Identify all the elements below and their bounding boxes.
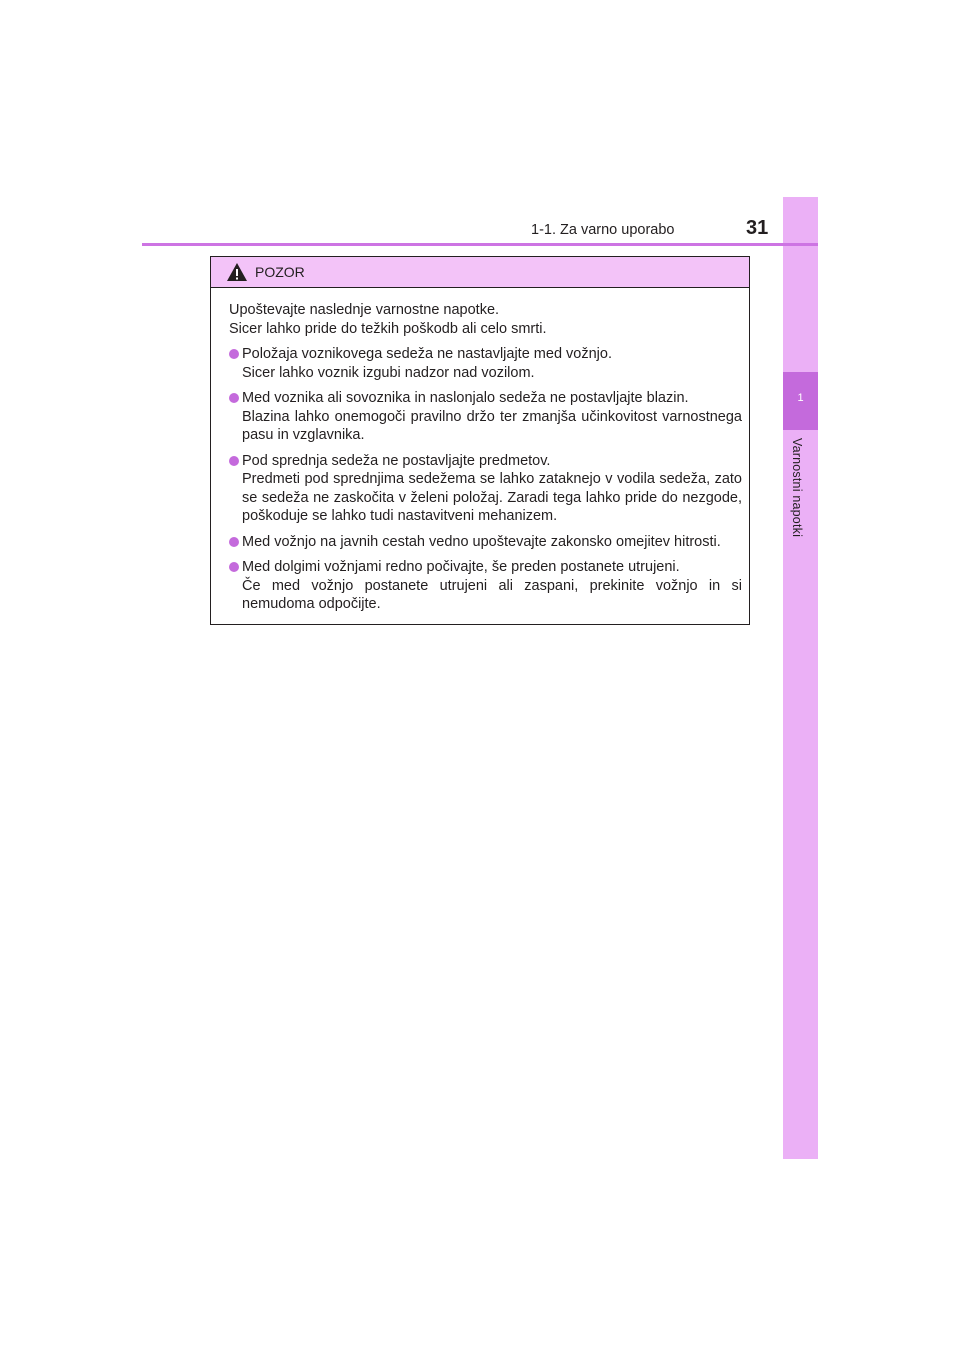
caution-item-text: Med vožnjo na javnih cestah vedno upoštevajte zakonsko omejitev hitrosti.	[242, 533, 721, 550]
caution-intro	[229, 301, 742, 338]
bullet-icon	[229, 393, 239, 403]
caution-item-first-line: Med dolgimi vožnjami redno počivajte, še preden postanete utrujeni.	[242, 559, 680, 575]
section-title: 1-1. Za varno uporabo	[531, 222, 675, 238]
caution-title: POZOR	[255, 264, 305, 280]
caution-intro-line: Sicer lahko pride do težkih poškodb ali celo smrti.	[229, 320, 547, 337]
caution-item	[229, 345, 742, 382]
caution-item	[229, 558, 742, 614]
caution-item	[229, 533, 742, 552]
caution-intro-line: Upoštevajte naslednje varnostne napotke.	[229, 302, 500, 318]
caution-header	[211, 257, 749, 288]
caution-item-text: Blazina lahko onemogoči pravilno držo ter zmanjša učinkovitost varnostnega pasu in vzglavnika.	[242, 408, 742, 443]
bullet-icon	[229, 349, 239, 359]
bullet-icon	[229, 537, 239, 547]
caution-item	[229, 389, 742, 445]
caution-item-first-line: Pod sprednja sedeža ne postavljajte predmetov.	[242, 452, 551, 469]
caution-body	[211, 288, 749, 614]
bullet-icon	[229, 562, 239, 572]
caution-item	[229, 452, 742, 526]
caution-item-text: Sicer lahko voznik izgubi nadzor nad vozilom.	[242, 364, 535, 381]
chapter-side-tab	[783, 197, 818, 1159]
page-number: 31	[746, 217, 769, 239]
caution-item-first-line: Položaja voznikovega sedeža ne nastavljajte med vožnjo.	[242, 346, 612, 362]
caution-box	[210, 256, 750, 625]
caution-item-first-line: Med voznika ali sovoznika in naslonjalo sedeža ne postavljajte blazin.	[242, 390, 689, 406]
caution-item-text: Predmeti pod sprednjima sedežema se lahko zataknejo v vodila sedeža, zato se sedeža ne zaskočita v želeni položaj. Zaradi tega lahko pride do nezgode, poškoduje se lahko tudi nastavitveni mehanizem.	[242, 471, 742, 524]
header-rule	[142, 243, 818, 246]
caution-list	[229, 345, 742, 614]
chapter-number: 1	[797, 392, 804, 404]
caution-item-text: Če med vožnjo postanete utrujeni ali zaspani, prekinite vožnjo in si nemudoma odpočijte.	[242, 577, 742, 612]
warning-triangle-icon	[226, 262, 248, 282]
bullet-icon	[229, 456, 239, 466]
chapter-label: Varnostni napotki	[790, 438, 804, 538]
